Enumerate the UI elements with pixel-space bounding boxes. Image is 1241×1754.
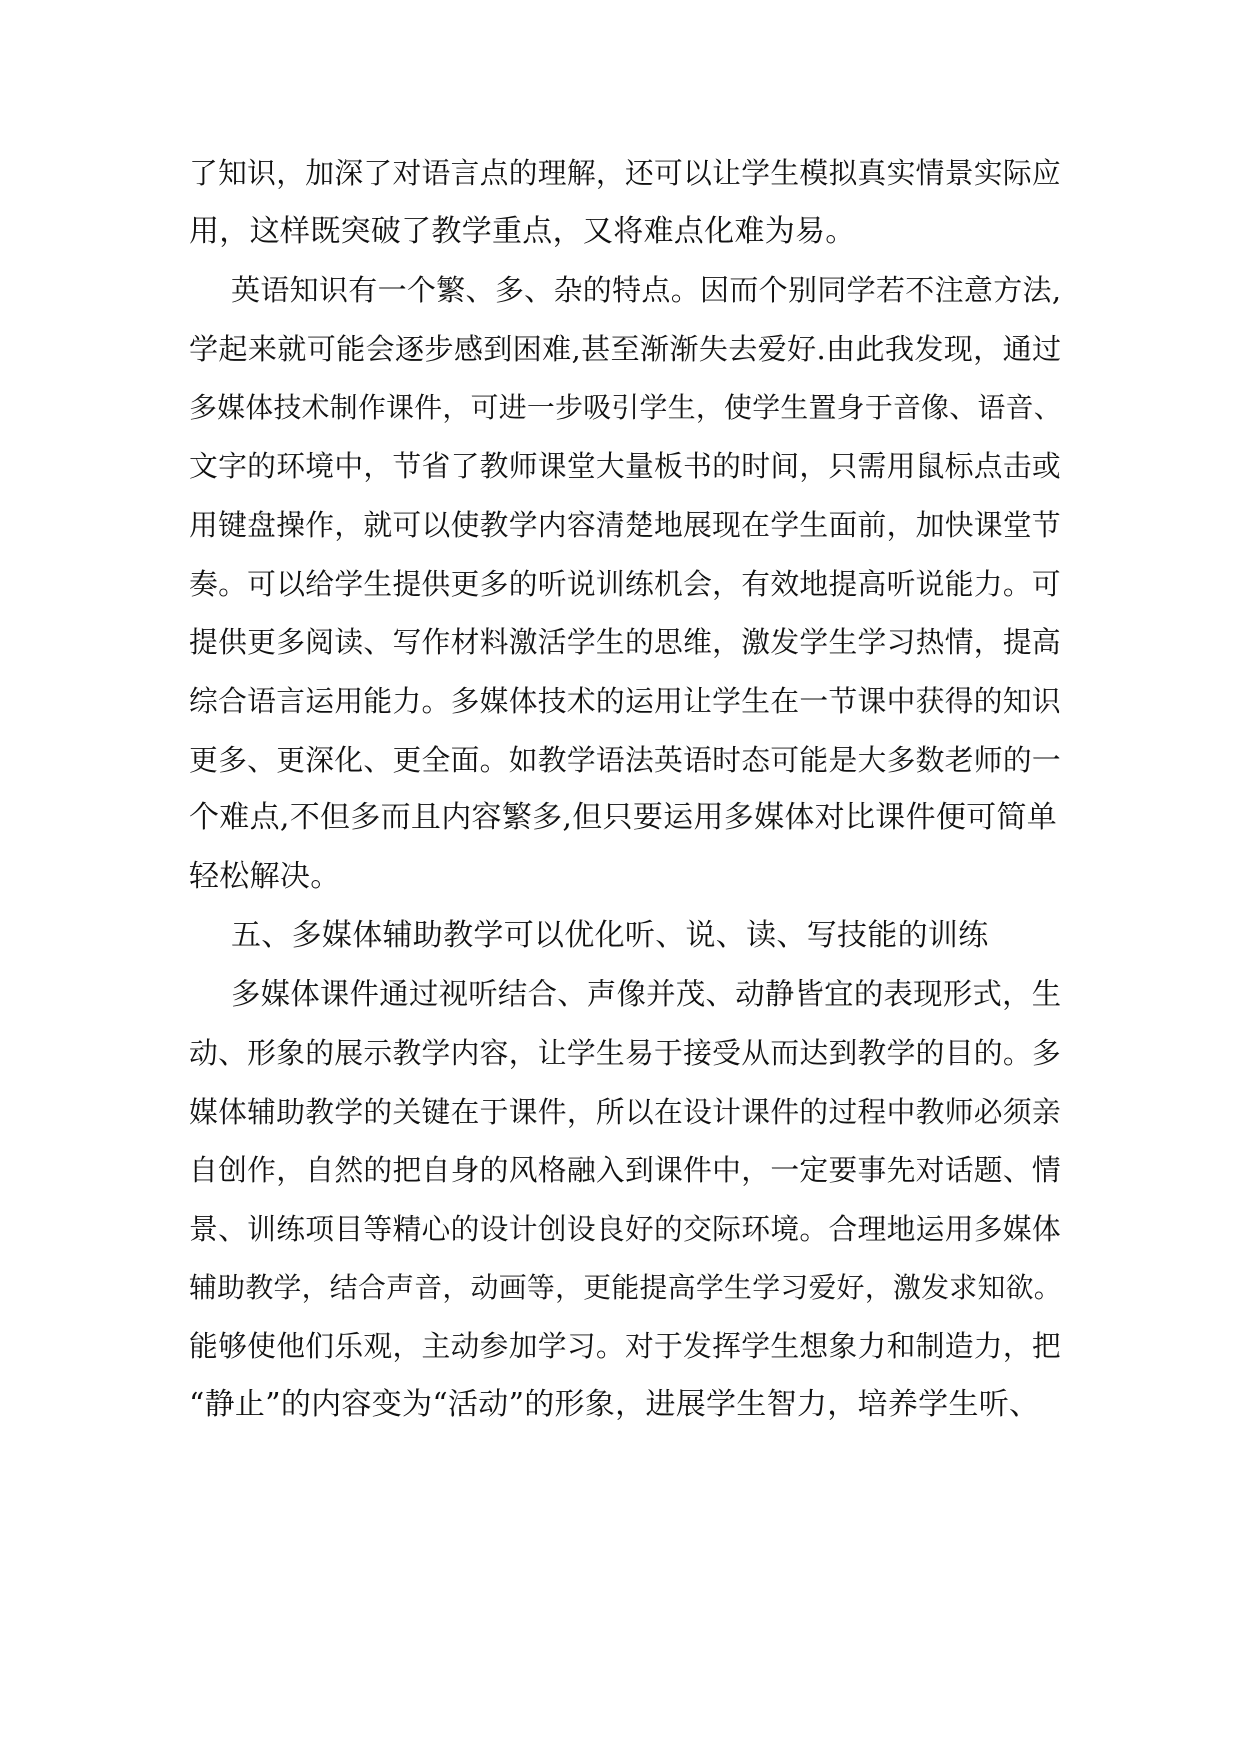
- text-line: 更多、更深化、更全面。如教学语法英语时态可能是大多数老师的一: [189, 743, 1061, 777]
- text-line: 奏。可以给学生提供更多的听说训练机会，有效地提高听说能力。可: [189, 567, 1061, 601]
- paragraph-start-line: 多媒体课件通过视听结合、声像并茂、动静皆宜的表现形式，生: [231, 977, 1062, 1011]
- text-line: 媒体辅助教学的关键在于课件，所以在设计课件的过程中教师必须亲: [189, 1095, 1061, 1129]
- text-line: 综合语言运用能力。多媒体技术的运用让学生在一节课中获得的知识: [189, 684, 1061, 718]
- text-line: 自创作，自然的把自身的风格融入到课件中，一定要事先对话题、情: [189, 1153, 1061, 1187]
- text-line: 动、形象的展示教学内容，让学生易于接受从而达到教学的目的。多: [189, 1036, 1061, 1070]
- text-line: 学起来就可能会逐步感到困难,甚至渐渐失去爱好.由此我发现，通过: [189, 332, 1062, 366]
- text-line: 多媒体技术制作课件，可进一步吸引学生，使学生置身于音像、语音、: [189, 391, 1062, 424]
- text-line: 轻松解决。: [189, 859, 341, 894]
- text-line: 用，这样既突破了教学重点，又将难点化难为易。: [189, 214, 856, 249]
- section-heading: 五、多媒体辅助教学可以优化听、说、读、写技能的训练: [231, 918, 989, 953]
- text-line: 景、训练项目等精心的设计创设良好的交际环境。合理地运用多媒体: [189, 1212, 1061, 1246]
- paragraph-start-line: 英语知识有一个繁、多、杂的特点。因而个别同学若不注意方法,: [231, 273, 1062, 307]
- text-line: 个难点,不但多而且内容繁多,但只要运用多媒体对比课件便可简单: [189, 800, 1058, 835]
- text-line: 提供更多阅读、写作材料激活学生的思维，激发学生学习热情，提高: [189, 625, 1061, 659]
- text-line: 能够使他们乐观，主动参加学习。对于发挥学生想象力和制造力，把: [189, 1329, 1061, 1363]
- text-line: “静止”的内容变为“活动”的形象，进展学生智力，培养学生听、: [189, 1387, 1040, 1422]
- text-line: 文字的环境中，节省了教师课堂大量板书的时间，只需用鼠标点击或: [189, 449, 1061, 483]
- text-line: 辅助教学，结合声音，动画等，更能提高学生学习爱好，激发求知欲。: [189, 1271, 1062, 1304]
- text-line: 用键盘操作，就可以使教学内容清楚地展现在学生面前，加快课堂节: [189, 508, 1061, 542]
- text-line: 了知识，加深了对语言点的理解，还可以让学生模拟真实情景实际应: [189, 156, 1061, 190]
